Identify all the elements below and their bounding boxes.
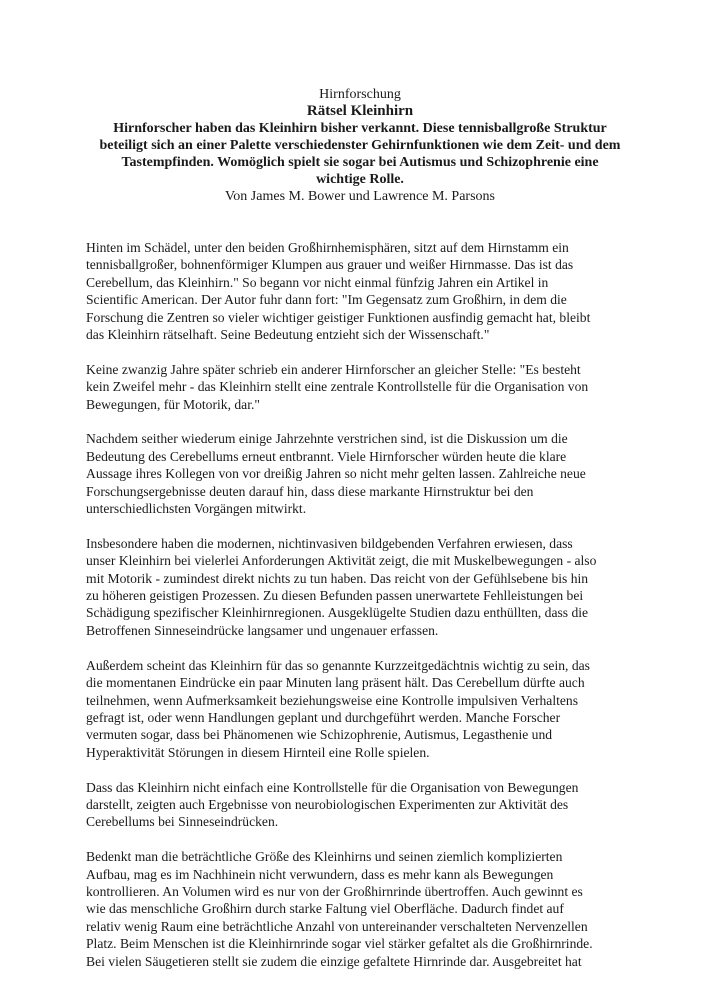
- article-kicker: Hirnforschung: [319, 87, 401, 102]
- paragraph-line: mit Motorik - zumindest direkt nichts zu tun haben. Das reicht von der Gefühlsebene bis hin: [86, 570, 589, 586]
- paragraph-line: Betroffenen Sinneseindrücke langsamer und ungenauer erfassen.: [86, 622, 439, 638]
- paragraph-line: Aufbau, mag es im Nachhinein nicht verwundern, dass es mehr kann als Bewegungen: [86, 866, 554, 882]
- paragraph-line: unser Kleinhirn bei vielerlei Anforderungen Aktivität zeigt, die mit Muskelbewegungen - also: [86, 553, 597, 569]
- paragraph-line: Cerebellum, das Kleinhirn." So begann vor nicht einmal fünfzig Jahren ein Artikel in: [86, 274, 549, 290]
- paragraph-line: gefragt ist, oder wenn Handlungen geplant und durchgeführt werden. Manche Forscher: [86, 709, 561, 725]
- paragraph-line: kein Zweifel mehr - das Kleinhirn stellt eine zentrale Kontrollstelle für die Organisation von: [86, 379, 589, 395]
- paragraph-line: Insbesondere haben die modernen, nichtinvasiven bildgebenden Verfahren erwiesen, dass: [86, 535, 573, 551]
- paragraph-line: Platz. Beim Menschen ist die Kleinhirnrinde sogar viel stärker gefaltet als die Großhirnrinde.: [86, 936, 593, 952]
- paragraph-line: Aussage ihres Kollegen von vor dreißig Jahren so nicht mehr gelten lassen. Zahlreiche neue: [86, 466, 586, 482]
- paragraph-line: Schädigung spezifischer Kleinhirnregionen. Ausgeklügelte Studien dazu enthüllten, dass die: [86, 605, 589, 621]
- paragraph-line: Cerebellums bei Sinneseindrücken.: [86, 814, 279, 830]
- lead-line: Tastempfinden. Womöglich spielt sie sogar bei Autismus und Schizophrenie eine: [121, 155, 599, 170]
- body-paragraph: [86, 779, 638, 831]
- paragraph-line: vermuten sogar, dass bei Phänomenen wie Schizophrenie, Autismus, Legasthenie und: [86, 727, 553, 743]
- paragraph-line: tennisballgroßer, bohnenförmiger Klumpen aus grauer und weißer Hirnmasse. Das ist das: [86, 257, 574, 273]
- paragraph-line: wie das menschliche Großhirn durch starke Faltung viel Oberfläche. Dadurch findet auf: [86, 901, 564, 917]
- lead-line: wichtige Rolle.: [316, 172, 404, 187]
- body-paragraph: [86, 430, 638, 517]
- body-paragraph: [86, 848, 638, 970]
- paragraph-line: die momentanen Eindrücke ein paar Minuten lang präsent hält. Das Cerebellum dürfte auch: [86, 675, 585, 691]
- paragraph-line: Bedeutung des Cerebellums erneut entbrannt. Viele Hirnforscher würden heute die klare: [86, 448, 567, 464]
- paragraph-line: Nachdem seither wiederum einige Jahrzehnte verstrichen sind, ist die Diskussion um die: [86, 431, 568, 447]
- article-byline: Von James M. Bower und Lawrence M. Parsons: [225, 189, 495, 204]
- body-paragraph: [86, 657, 638, 761]
- paragraph-line: Hyperaktivität Störungen in diesem Hirnteil eine Rolle spielen.: [86, 744, 430, 760]
- article-title: Rätsel Kleinhirn: [306, 103, 414, 119]
- paragraph-line: zu höheren geistigen Prozessen. Zu diesen Befunden passen unerwartete Fehlleistungen bei: [86, 588, 584, 604]
- lead-line: Hirnforscher haben das Kleinhirn bisher verkannt. Diese tennisballgroße Struktur: [113, 121, 607, 136]
- body-paragraph: [86, 361, 638, 413]
- paragraph-line: Bewegungen, für Motorik, dar.": [86, 396, 260, 412]
- paragraph-line: teilnehmen, wenn Aufmerksamkeit beziehungsweise eine Kontrolle impulsiven Verhaltens: [86, 692, 579, 708]
- lead-line: beteiligt sich an einer Palette verschiedenster Gehirnfunktionen wie dem Zeit- und dem: [99, 138, 621, 153]
- paragraph-line: unterschiedlichsten Vorgängen mitwirkt.: [86, 501, 307, 517]
- article-lead: [96, 120, 624, 188]
- article-body: [86, 239, 638, 987]
- paragraph-line: das Kleinhirn rätselhaft. Seine Bedeutung entzieht sich der Wissenschaft.": [86, 327, 490, 343]
- paragraph-line: Forschungsergebnisse deuten darauf hin, dass diese markante Hirnstruktur bei den: [86, 483, 534, 499]
- body-paragraph: [86, 535, 638, 639]
- paragraph-line: Keine zwanzig Jahre später schrieb ein anderer Hirnforscher an gleicher Stelle: "Es besteht: [86, 361, 581, 377]
- paragraph-line: Dass das Kleinhirn nicht einfach eine Kontrollstelle für die Organisation von Bewegungen: [86, 779, 579, 795]
- paragraph-line: darstellt, zeigten auch Ergebnisse von neurobiologischen Experimenten zur Aktivität des: [86, 796, 569, 812]
- paragraph-line: Außerdem scheint das Kleinhirn für das so genannte Kurzzeitgedächtnis wichtig zu sein, das: [86, 657, 590, 673]
- paragraph-line: Bei vielen Säugetieren stellt sie zudem die einzige gefaltete Hirnrinde dar. Ausgebreitet hat: [86, 953, 582, 969]
- body-paragraph: [86, 239, 638, 343]
- paragraph-line: Forschung die Zentren so vieler wichtiger geistiger Funktionen ausfindig gemacht hat, bleibt: [86, 309, 591, 325]
- paragraph-line: Bedenkt man die beträchtliche Größe des Kleinhirns und seinen ziemlich komplizierten: [86, 849, 563, 865]
- article-header: [96, 86, 624, 205]
- paragraph-line: kontrollieren. An Volumen wird es nur von der Großhirnrinde übertroffen. Auch gewinnt es: [86, 883, 583, 899]
- paragraph-line: Scientific American. Der Autor fuhr dann fort: "Im Gegensatz zum Großhirn, in dem die: [86, 292, 567, 308]
- paragraph-line: Hinten im Schädel, unter den beiden Großhirnhemisphären, sitzt auf dem Hirnstamm ein: [86, 240, 569, 255]
- paragraph-line: relativ wenig Raum eine beträchtliche Anzahl von untereinander verschalteten Nervenzellen: [86, 918, 588, 934]
